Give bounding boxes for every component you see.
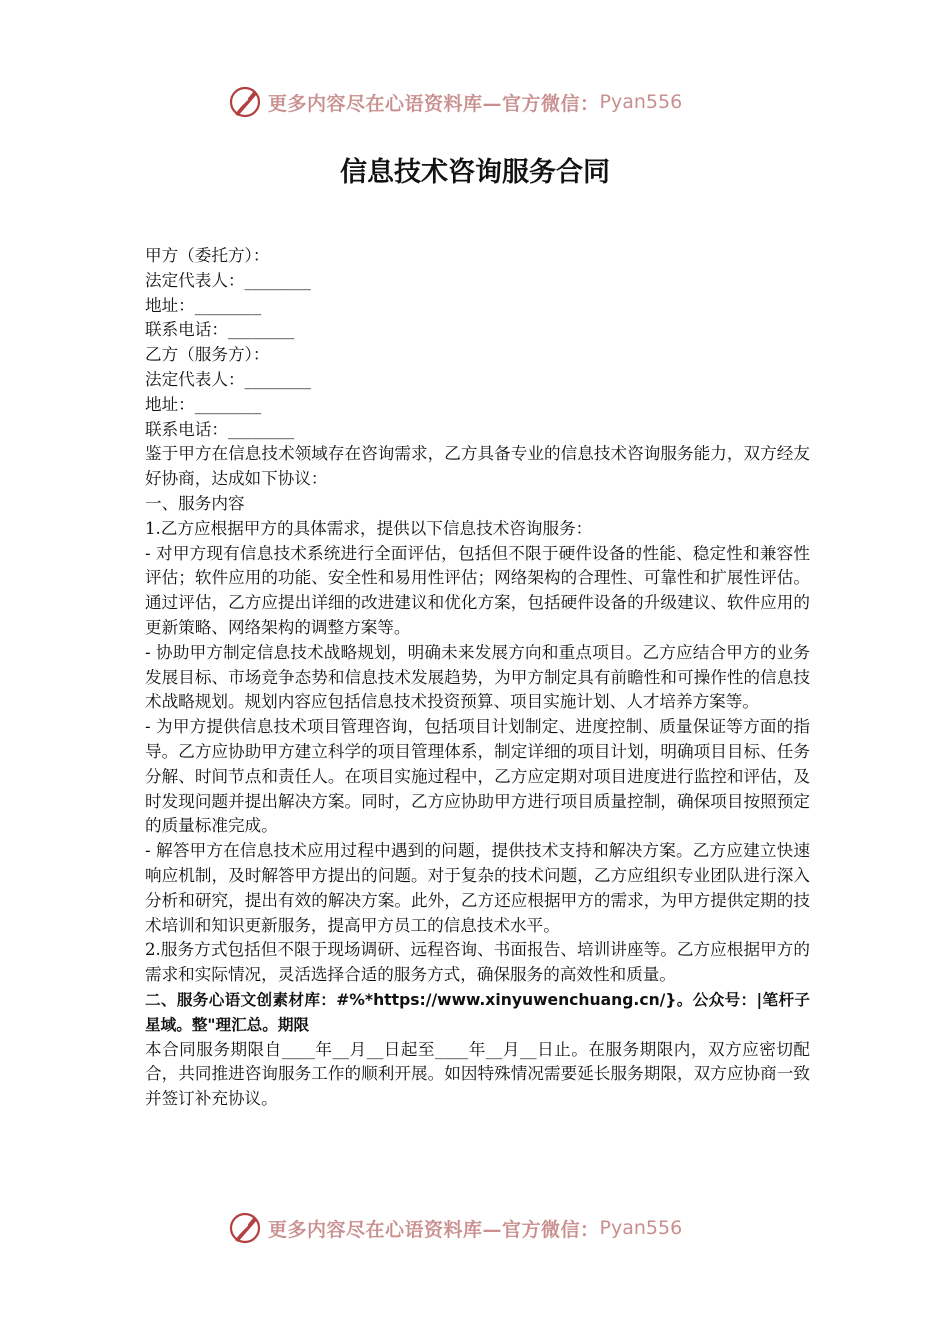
- quill-pen-icon: [228, 1211, 262, 1245]
- banner-text: 更多内容尽在心语资料库—官方微信：: [268, 1218, 600, 1241]
- party-a-representative: 法定代表人：________: [145, 270, 311, 290]
- party-a-address: 地址：________: [145, 295, 262, 315]
- service-period-paragraph: 本合同服务期限自____年__月__日起至____年__月__日止。在服务期限内，双方应密切配合，共同推进咨询服务工作的顺利开展。如因特殊情况需要延长服务期限，双方应协商一致并签订补充协议。: [145, 1039, 810, 1109]
- banner-wechat-id: Pyan556: [599, 1217, 683, 1239]
- contract-body: [145, 244, 810, 1112]
- header-banner: [228, 82, 748, 122]
- section-heading-service-content: 一、服务内容: [145, 493, 245, 513]
- clause-1-item-support: - 解答甲方在信息技术应用过程中遇到的问题，提供技术支持和解决方案。乙方应建立快速响应机制，及时解答甲方提出的问题。对于复杂的技术问题，乙方应组织专业团队进行深入分析和研究，提出有效的解决方案。此外，乙方还应根据甲方的需求，为甲方提供定期的技术培训和知识更新服务，提高甲方员工的信息技术水平。: [145, 841, 810, 935]
- banner-text: 更多内容尽在心语资料库—官方微信：: [268, 92, 600, 115]
- quill-pen-icon: [228, 85, 262, 119]
- party-b-address: 地址：________: [145, 394, 262, 414]
- preamble-paragraph: 鉴于甲方在信息技术领域存在咨询需求，乙方具备专业的信息技术咨询服务能力，双方经友好协商，达成如下协议：: [145, 444, 810, 489]
- footer-banner: [228, 1208, 748, 1248]
- party-a-label: 甲方（委托方）：: [145, 246, 270, 265]
- party-b-representative: 法定代表人：________: [145, 369, 311, 389]
- party-b-label: 乙方（服务方）：: [145, 345, 270, 365]
- document-title: 信息技术咨询服务合同: [340, 157, 610, 188]
- clause-1-item-assessment: - 对甲方现有信息技术系统进行全面评估，包括但不限于硬件设备的性能、稳定性和兼容性评估；软件应用的功能、安全性和易用性评估；网络架构的合理性、可靠性和扩展性评估。通过评估，乙方应提出详细的改进建议和优化方案，包括硬件设备的升级建议、软件应用的更新策略、网络架构的调整方案等。: [145, 543, 810, 637]
- party-b-phone: 联系电话：________: [145, 419, 295, 439]
- clause-1-intro: 1.乙方应根据甲方的具体需求，提供以下信息技术咨询服务：: [145, 518, 593, 538]
- clause-1-item-project-management: - 为甲方提供信息技术项目管理咨询，包括项目计划制定、进度控制、质量保证等方面的指导。乙方应协助甲方建立科学的项目管理体系，制定详细的项目计划，明确项目目标、任务分解、时间节点和责任人。在项目实施过程中，乙方应定期对项目进度进行监控和评估，及时发现问题并提出解决方案。同时，乙方应协助甲方进行项目质量控制，确保项目按照预定的质量标准完成。: [145, 717, 810, 836]
- banner-wechat-id: Pyan556: [599, 91, 683, 113]
- party-a-phone: 联系电话：________: [145, 320, 295, 340]
- section-heading-service-period: 二、服务心语文创素材库：#%*https://www.xinyuwenchuang.cn/}。公众号：|笔杆子星域。整"理汇总。期限: [145, 990, 810, 1034]
- clause-1-item-strategy: - 协助甲方制定信息技术战略规划，明确未来发展方向和重点项目。乙方应结合甲方的业务发展目标、市场竞争态势和信息技术发展趋势，为甲方制定具有前瞻性和可操作性的信息技术战略规划。规划内容应包括信息技术投资预算、项目实施计划、人才培养方案等。: [145, 642, 810, 712]
- clause-2-service-methods: 2.服务方式包括但不限于现场调研、远程咨询、书面报告、培训讲座等。乙方应根据甲方的需求和实际情况，灵活选择合适的服务方式，确保服务的高效性和质量。: [145, 940, 810, 985]
